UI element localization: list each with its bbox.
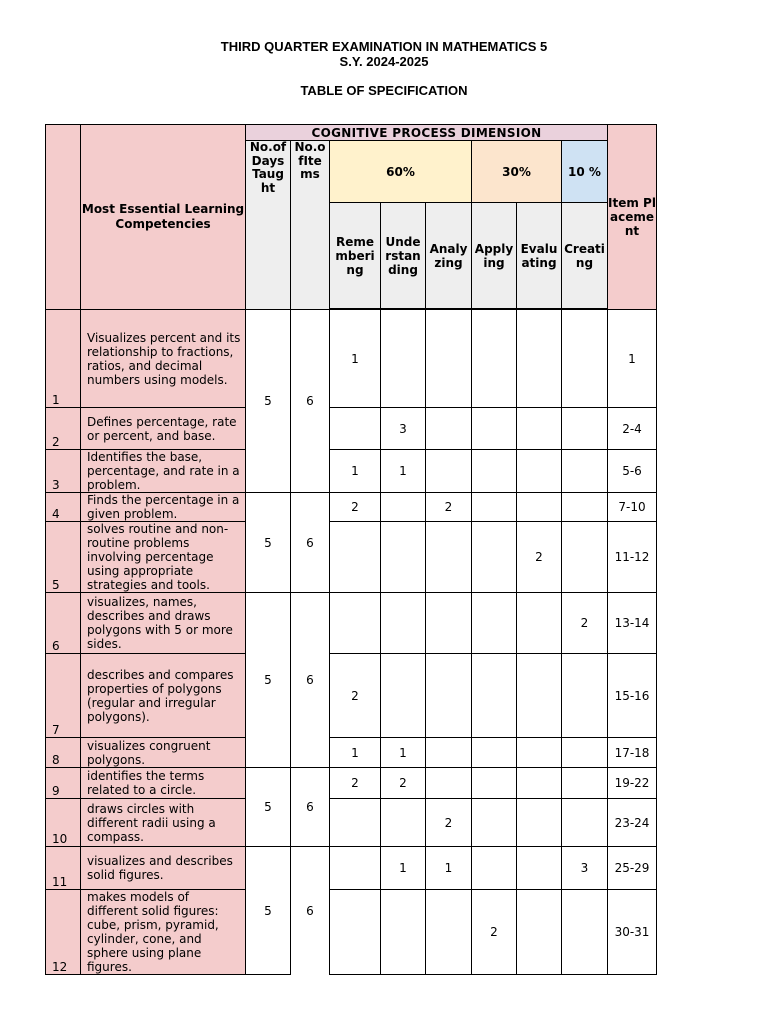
table-row [46, 408, 657, 450]
remembering-cell: 1 [330, 450, 381, 493]
specification-table [45, 124, 657, 975]
creating-cell: 3 [562, 847, 608, 890]
table-row [46, 738, 657, 768]
cognitive-header: COGNITIVE PROCESS DIMENSION [246, 125, 608, 141]
items-count-cell: 6 [291, 768, 330, 847]
understanding-cell [381, 493, 426, 522]
days-taught-header: No.ofDaysTaught [246, 141, 291, 310]
evaluating-cell: 2 [517, 522, 562, 593]
items-header: No.ofItems [291, 141, 330, 310]
creating-cell [562, 522, 608, 593]
item-placement-cell: 17-18 [608, 738, 657, 768]
analyzing-cell [426, 593, 472, 654]
understanding-cell: 3 [381, 408, 426, 450]
applying-cell [472, 493, 517, 522]
remembering-cell: 1 [330, 738, 381, 768]
item-placement-cell: 5-6 [608, 450, 657, 493]
applying-cell [472, 522, 517, 593]
evaluating-cell [517, 408, 562, 450]
remembering-cell: 2 [330, 768, 381, 799]
competency-text: Finds the percentage in a given problem. [81, 493, 246, 522]
table-row [46, 890, 657, 975]
days-taught-cell: 5 [246, 493, 291, 593]
item-placement-cell: 7-10 [608, 493, 657, 522]
level-remembering: Remembering [330, 203, 381, 309]
remembering-cell [330, 799, 381, 847]
evaluating-cell [517, 493, 562, 522]
creating-cell [562, 408, 608, 450]
days-taught-cell: 5 [246, 768, 291, 847]
understanding-cell: 1 [381, 738, 426, 768]
items-count-cell: 6 [291, 847, 330, 975]
items-count-cell: 6 [291, 593, 330, 768]
level-applying: Applying [472, 203, 517, 309]
applying-cell [472, 847, 517, 890]
item-placement-cell: 19-22 [608, 768, 657, 799]
pct-60-header: 60% [330, 141, 472, 203]
table-row [46, 847, 657, 890]
competency-text: Identifies the base, percentage, and rate in a problem. [81, 450, 246, 493]
row-number: 11 [46, 847, 81, 890]
competency-text: solves routine and non-routine problems involving percentage using appropriate strategies and tools. [81, 522, 246, 593]
creating-cell [562, 890, 608, 975]
creating-cell [562, 654, 608, 738]
pct-10-header: 10 % [562, 141, 608, 203]
understanding-cell [381, 310, 426, 408]
evaluating-cell [517, 593, 562, 654]
evaluating-cell [517, 310, 562, 408]
row-number: 5 [46, 522, 81, 593]
table-row [46, 768, 657, 799]
item-placement-cell: 15-16 [608, 654, 657, 738]
evaluating-cell [517, 450, 562, 493]
table-row [46, 310, 657, 408]
analyzing-cell [426, 522, 472, 593]
row-number: 3 [46, 450, 81, 493]
days-taught-cell: 5 [246, 310, 291, 493]
remembering-cell [330, 847, 381, 890]
analyzing-cell [426, 450, 472, 493]
applying-cell [472, 408, 517, 450]
analyzing-cell [426, 738, 472, 768]
evaluating-cell [517, 799, 562, 847]
table-row [46, 522, 657, 593]
row-number: 4 [46, 493, 81, 522]
competencies-header: Most Essential Learning Competencies [81, 125, 246, 310]
understanding-cell: 1 [381, 450, 426, 493]
items-count-cell: 6 [291, 493, 330, 593]
applying-cell [472, 450, 517, 493]
analyzing-cell [426, 890, 472, 975]
analyzing-cell [426, 654, 472, 738]
level-understanding: Understanding [381, 203, 426, 309]
evaluating-cell [517, 847, 562, 890]
item-placement-cell: 23-24 [608, 799, 657, 847]
item-placement-cell: 2-4 [608, 408, 657, 450]
creating-cell [562, 738, 608, 768]
table-row [46, 450, 657, 493]
analyzing-cell: 2 [426, 799, 472, 847]
remembering-cell [330, 408, 381, 450]
num-header [46, 125, 81, 310]
applying-cell [472, 310, 517, 408]
creating-cell [562, 310, 608, 408]
exam-title: THIRD QUARTER EXAMINATION IN MATHEMATICS 5 [220, 39, 548, 54]
days-taught-cell: 5 [246, 593, 291, 768]
applying-cell [472, 768, 517, 799]
row-number: 7 [46, 654, 81, 738]
competency-text: describes and compares properties of polygons (regular and irregular polygons). [81, 654, 246, 738]
evaluating-cell [517, 890, 562, 975]
understanding-cell [381, 654, 426, 738]
understanding-cell: 1 [381, 847, 426, 890]
understanding-cell: 2 [381, 768, 426, 799]
row-number: 9 [46, 768, 81, 799]
evaluating-cell [517, 738, 562, 768]
analyzing-cell: 1 [426, 847, 472, 890]
remembering-cell: 2 [330, 654, 381, 738]
item-placement-cell: 13-14 [608, 593, 657, 654]
evaluating-cell [517, 768, 562, 799]
table-row [46, 493, 657, 522]
level-creating: Creating [562, 203, 608, 309]
table-row [46, 654, 657, 738]
row-number: 8 [46, 738, 81, 768]
remembering-cell: 1 [330, 310, 381, 408]
row-number: 6 [46, 593, 81, 654]
pct-30-header: 30% [472, 141, 562, 203]
remembering-cell [330, 890, 381, 975]
analyzing-cell: 2 [426, 493, 472, 522]
items-count-cell: 6 [291, 310, 330, 493]
remembering-cell [330, 593, 381, 654]
item-placement-cell: 1 [608, 310, 657, 408]
applying-cell [472, 738, 517, 768]
understanding-cell [381, 522, 426, 593]
item-placement-header: Item Placement [608, 125, 657, 310]
analyzing-cell [426, 310, 472, 408]
level-evaluating: Evaluating [517, 203, 562, 309]
level-analyzing: Analyzing [426, 203, 472, 309]
table-title: TABLE OF SPECIFICATION [300, 83, 468, 98]
item-placement-cell: 30-31 [608, 890, 657, 975]
applying-cell [472, 593, 517, 654]
understanding-cell [381, 799, 426, 847]
applying-cell: 2 [472, 890, 517, 975]
creating-cell [562, 799, 608, 847]
remembering-cell [330, 522, 381, 593]
competency-text: visualizes, names, describes and draws polygons with 5 or more sides. [81, 593, 246, 654]
item-placement-cell: 11-12 [608, 522, 657, 593]
row-number: 10 [46, 799, 81, 847]
applying-cell [472, 799, 517, 847]
competency-text: visualizes congruent polygons. [81, 738, 246, 768]
table-row [46, 593, 657, 654]
row-number: 2 [46, 408, 81, 450]
school-year: S.Y. 2024-2025 [339, 54, 429, 69]
item-placement-cell: 25-29 [608, 847, 657, 890]
competency-text: makes models of different solid figures: cube, prism, pyramid, cylinder, cone, and sphere using plane figures. [81, 890, 246, 975]
creating-cell [562, 768, 608, 799]
creating-cell [562, 450, 608, 493]
table-row [46, 799, 657, 847]
competency-text: identifies the terms related to a circle. [81, 768, 246, 799]
understanding-cell [381, 890, 426, 975]
understanding-cell [381, 593, 426, 654]
evaluating-cell [517, 654, 562, 738]
analyzing-cell [426, 768, 472, 799]
competency-text: Defines percentage, rate or percent, and base. [81, 408, 246, 450]
applying-cell [472, 654, 517, 738]
row-number: 1 [46, 310, 81, 408]
creating-cell [562, 493, 608, 522]
creating-cell: 2 [562, 593, 608, 654]
competency-text: Visualizes percent and its relationship to fractions, ratios, and decimal numbers using models. [81, 310, 246, 408]
competency-text: draws circles with different radii using a compass. [81, 799, 246, 847]
row-number: 12 [46, 890, 81, 975]
analyzing-cell [426, 408, 472, 450]
remembering-cell: 2 [330, 493, 381, 522]
competency-text: visualizes and describes solid figures. [81, 847, 246, 890]
days-taught-cell: 5 [246, 847, 291, 975]
